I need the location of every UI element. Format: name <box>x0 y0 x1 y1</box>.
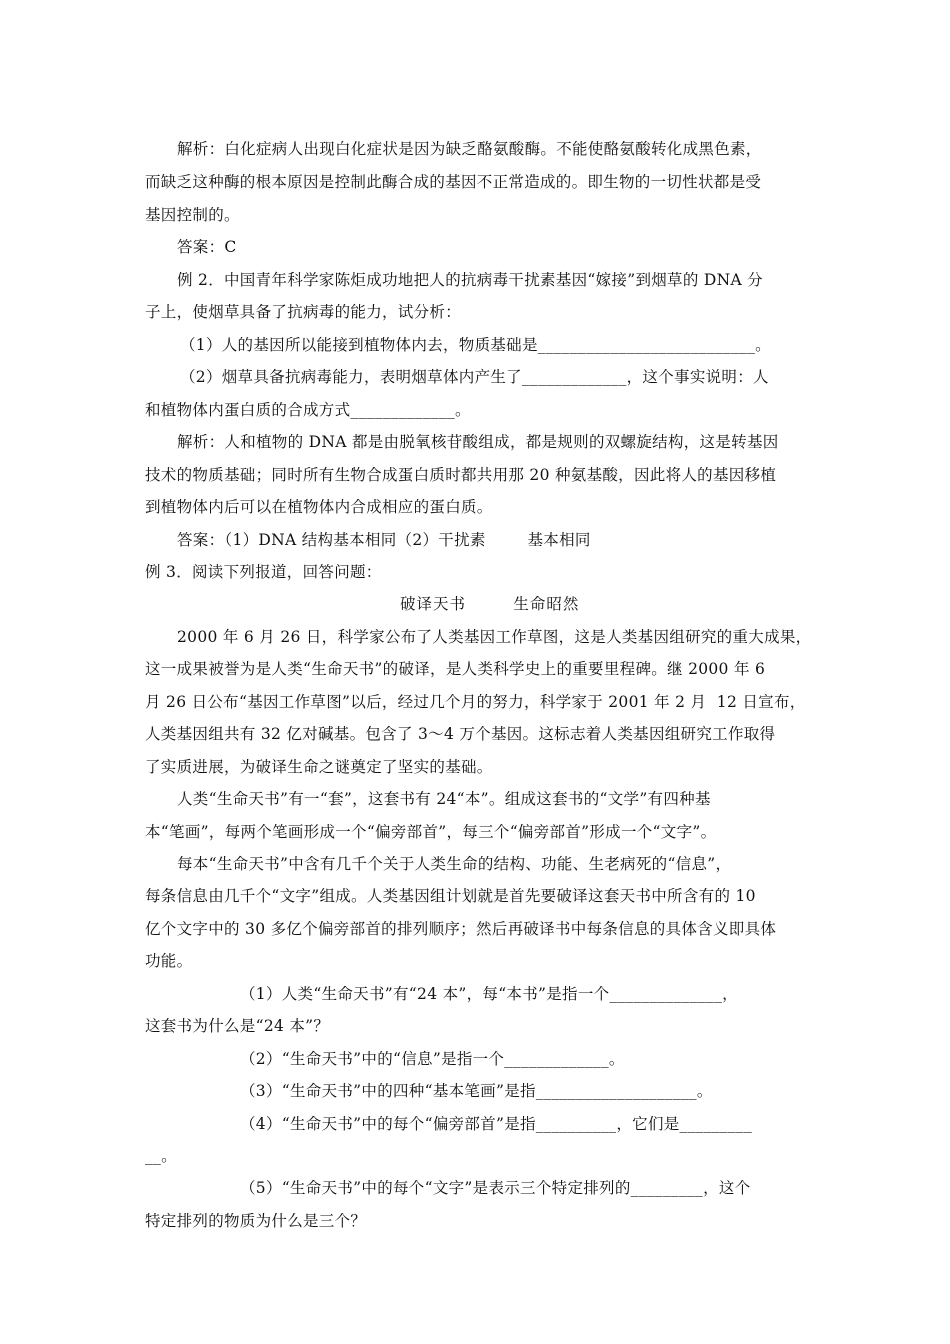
article-p1-line-4: 人类基因组共有 32 亿对碱基。包含了 3～4 万个基因。这标志着人类基因组研究工作取得 <box>145 725 776 743</box>
article-p1-line-1: 2000 年 6 月 26 日，科学家公布了人类基因工作草图，这是人类基因组研究的重大成果， <box>177 628 812 646</box>
article-p1-line-3: 月 26 日公布“基因工作草图”以后，经过几个月的努力，科学家于 2001 年 2 月 12 日宣布， <box>145 693 806 711</box>
article-p3-line-3: 亿个文字中的 30 多亿个偏旁部首的排列顺序；然后再破译书中每条信息的具体含义即具体 <box>145 920 777 938</box>
analysis-2-line-1: 解析：人和植物的 DNA 都是由脱氧核苷酸组成，都是规则的双螺旋结构，这是转基因 <box>177 433 779 451</box>
answer-1: 答案：C <box>177 238 237 256</box>
example-2-q1: （1）人的基因所以能接到植物体内去，物质基础是___________________________。 <box>180 336 771 354</box>
example-2-line-2: 子上，使烟草具备了抗病毒的能力，试分析： <box>145 303 462 321</box>
example-2-q2-line-2: 和植物体内蛋白质的合成方式_____________。 <box>145 401 471 419</box>
example-3-q1-line-2: 这套书为什么是“24 本”？ <box>145 1017 330 1035</box>
example-3-intro: 例 3．阅读下列报道，回答问题： <box>145 563 382 581</box>
analysis-1-line-2: 而缺乏这种酶的根本原因是控制此酶合成的基因不正常造成的。即生物的一切性状都是受 <box>145 173 762 191</box>
analysis-2-line-3: 到植物体内后可以在植物体内合成相应的蛋白质。 <box>145 498 493 516</box>
analysis-1-line-3: 基因控制的。 <box>145 206 240 224</box>
article-p2-line-1: 人类“生命天书”有一“套”，这套书有 24“本”。组成这套书的“文学”有四种基 <box>177 790 711 808</box>
example-2-line-1: 例 2．中国青年科学家陈炬成功地把人的抗病毒干扰素基因“嫁接”到烟草的 DNA 分 <box>177 271 763 289</box>
example-3-q4-line-1: （4）“生命天书”中的每个“偏旁部首”是指__________，它们是_________ <box>240 1115 753 1133</box>
example-3-q5-line-2: 特定排列的物质为什么是三个？ <box>145 1212 367 1230</box>
answer-2: 答案：（1）DNA 结构基本相同（2）干扰素 基本相同 <box>177 531 591 549</box>
article-title: 破译天书 生命昭然 <box>400 595 580 613</box>
analysis-1-line-1: 解析：白化症病人出现白化症状是因为缺乏酪氨酸酶。不能使酪氨酸转化成黑色素， <box>177 140 762 158</box>
analysis-2-line-2: 技术的物质基础；同时所有生物合成蛋白质时都共用那 20 种氨基酸，因此将人的基因移植 <box>145 466 777 484</box>
article-p1-line-5: 了实质进展，为破译生命之谜奠定了坚实的基础。 <box>145 758 493 776</box>
example-3-q4-line-2: __。 <box>145 1147 177 1165</box>
example-3-q1-line-1: （1）人类“生命天书”有“24 本”，每“本书”是指一个______________， <box>240 985 738 1003</box>
article-p3-line-2: 每条信息由几千个“文字”组成。人类基因组计划就是首先要破译这套天书中所含有的 10 <box>145 887 756 905</box>
article-p3-line-1: 每本“生命天书”中含有几千个关于人类生命的结构、功能、生老病死的“信息”， <box>177 855 732 873</box>
example-3-q5-line-1: （5）“生命天书”中的每个“文字”是表示三个特定排列的_________，这个 <box>240 1179 751 1197</box>
example-3-q3: （3）“生命天书”中的四种“基本笔画”是指____________________。 <box>240 1082 713 1100</box>
article-p2-line-2: 本“笔画”，每两个笔画形成一个“偏旁部首”，每三个“偏旁部首”形成一个“文字”。 <box>145 823 717 841</box>
example-3-q2: （2）“生命天书”中的“信息”是指一个_____________。 <box>240 1050 625 1068</box>
article-p3-line-4: 功能。 <box>145 952 193 970</box>
article-p1-line-2: 这一成果被誉为是人类“生命天书”的破译，是人类科学史上的重要里程碑。继 2000 年 6 <box>145 660 766 678</box>
example-2-q2-line-1: （2）烟草具备抗病毒能力，表明烟草体内产生了_____________，这个事实说明：人 <box>180 368 769 386</box>
